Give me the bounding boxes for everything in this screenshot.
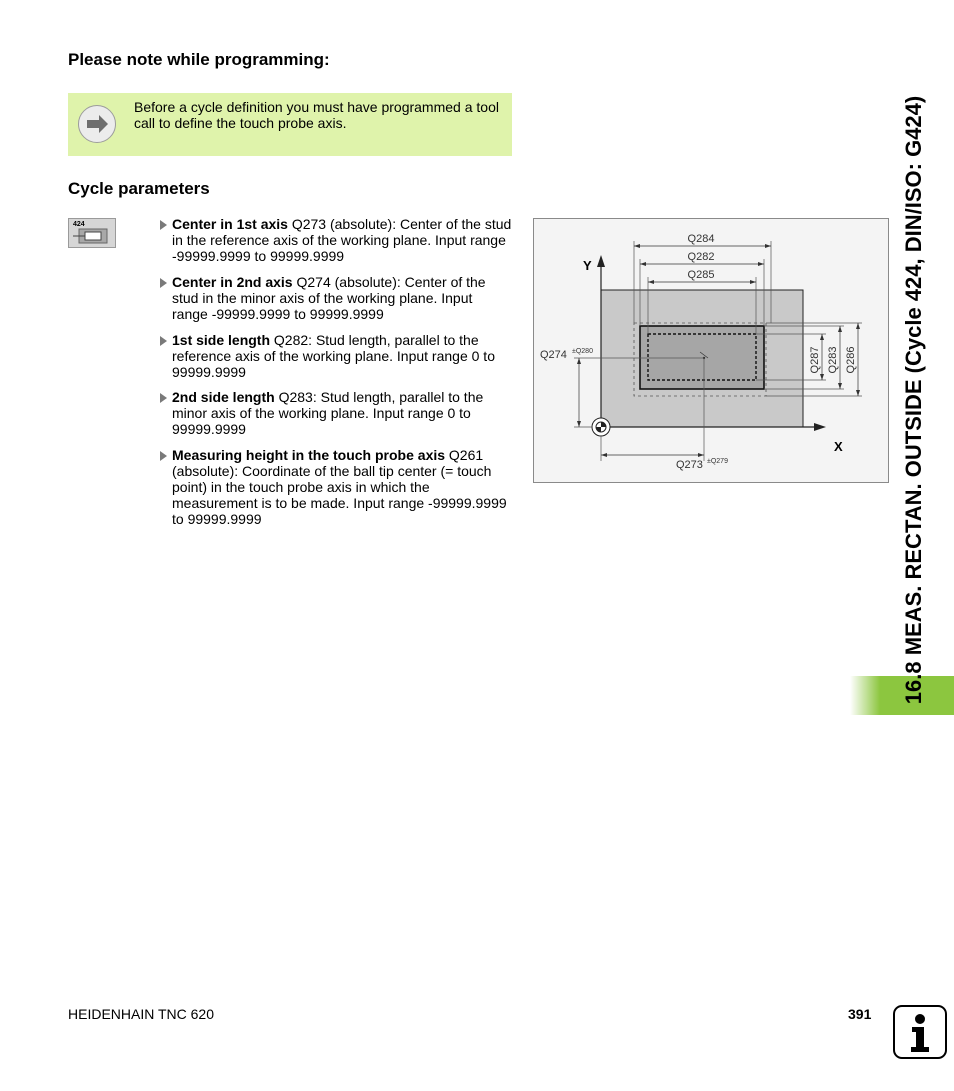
q285-label: Q285 (687, 269, 715, 281)
q284-label: Q284 (687, 233, 715, 245)
param-2nd-side-length (172, 389, 512, 437)
q283-label: Q283 (827, 346, 839, 374)
section-side-title: 16.8 MEAS. RECTAN. OUTSIDE (Cycle 424, DIN/ISO: G424) (901, 95, 926, 705)
q282-label: Q282 (687, 251, 715, 263)
param-name: 1st side length (172, 332, 271, 348)
bullet-triangle-icon (160, 278, 167, 288)
axis-y-label: Y (583, 258, 592, 273)
params-heading: Cycle parameters (68, 179, 210, 198)
q280-label: ±Q280 (572, 348, 593, 355)
q279-label: ±Q279 (707, 458, 728, 465)
bullet-triangle-icon (160, 220, 167, 230)
cycle-icon-number: 424 (73, 221, 85, 228)
param-desc: Q261 (absolute): Coordinate of the ball tip center (= touch point) in the touch probe axis in which the measurement is to be made. Input range -99999.9999 to 99999.9999 (172, 447, 507, 527)
q287-label: Q287 (809, 346, 821, 374)
param-measuring-height (172, 447, 512, 527)
bullet-triangle-icon (160, 393, 167, 403)
chapter-tab-fade (850, 676, 880, 715)
axis-x-label: X (834, 439, 843, 454)
cycle-424-icon (68, 218, 116, 248)
arrow-right-icon (78, 105, 116, 143)
q286-label: Q286 (845, 346, 857, 374)
footer-manual-name: HEIDENHAIN TNC 620 (68, 1006, 215, 1022)
note-heading: Please note while programming: (68, 50, 330, 69)
note-box (68, 93, 512, 156)
bullet-triangle-icon (160, 451, 167, 461)
page-number: 391 (848, 1006, 872, 1022)
param-desc: Q273 (absolute): Center of the stud in the reference axis of the working plane. Input range -99999.9999 to 99999.9999 (172, 216, 512, 264)
q274-label: Q274 (540, 349, 567, 361)
param-1st-side-length (172, 332, 512, 380)
bullet-triangle-icon (160, 336, 167, 346)
info-icon (893, 1005, 947, 1059)
param-desc: Q274 (absolute): Center of the stud in the minor axis of the working plane. Input range -99999.9999 to 99999.9999 (172, 274, 486, 322)
param-name: Measuring height in the touch probe axis (172, 447, 446, 463)
cycle-diagram (533, 218, 889, 483)
param-center-1st-axis (172, 216, 512, 264)
param-name: 2nd side length (172, 389, 275, 405)
note-text: Before a cycle definition you must have programmed a tool call to define the touch probe axis. (134, 99, 499, 131)
param-name: Center in 1st axis (172, 216, 288, 232)
param-desc: Q283: Stud length, parallel to the minor axis of the working plane. Input range 0 to 99999.9999 (172, 389, 484, 437)
param-center-2nd-axis (172, 274, 512, 322)
param-desc: Q282: Stud length, parallel to the reference axis of the working plane. Input range 0 to 99999.9999 (172, 332, 495, 380)
q273-label: Q273 (676, 459, 703, 471)
param-name: Center in 2nd axis (172, 274, 293, 290)
